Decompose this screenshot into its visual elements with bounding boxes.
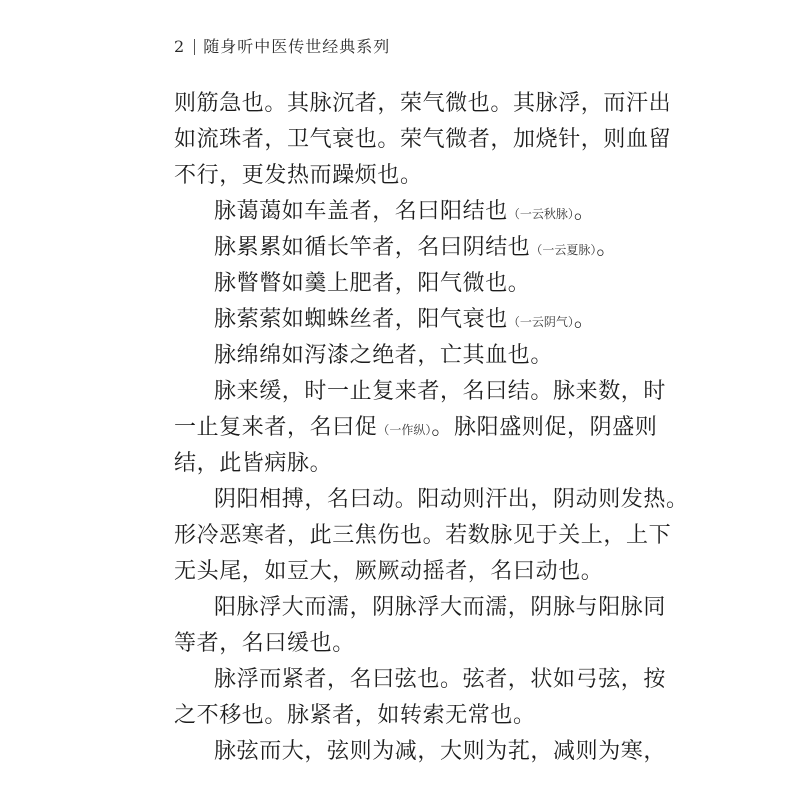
text-line: 脉来缓，时一止复来者，名曰结。脉来数，时 <box>214 379 667 404</box>
text-line: 如流珠者，卫气衰也。荣气微者，加烧针，则血留 <box>174 127 672 152</box>
text-line: 等者，名曰缓也。 <box>174 631 355 656</box>
text-line: 结，此皆病脉。 <box>174 451 333 476</box>
text-line: 脉瞥瞥如羹上肥者，阳气微也。 <box>214 271 531 296</box>
text-line: 脉萦萦如蜘蛛丝者，阳气衰也（一云阴气）。 <box>214 307 597 332</box>
series-title: 随身听中医传世经典系列 <box>203 37 391 56</box>
text-line: 脉弦而大，弦则为减，大则为芤，减则为寒， <box>214 739 667 764</box>
text-line: 无头尾，如豆大，厥厥动摇者，名曰动也。 <box>174 559 604 584</box>
text-line: 则筋急也。其脉沉者，荣气微也。其脉浮，而汗出 <box>174 91 672 116</box>
text-line: 脉浮而紧者，名曰弦也。弦者，状如弓弦，按 <box>214 667 667 692</box>
text-line: 一止复来者，名曰促（一作纵）。脉阳盛则促，阴盛则 <box>174 415 658 440</box>
text-line: 脉蔼蔼如车盖者，名曰阳结也（一云秋脉）。 <box>214 199 597 224</box>
text-line: 阳脉浮大而濡，阴脉浮大而濡，阴脉与阳脉同 <box>214 595 667 620</box>
text-line: 之不移也。脉紧者，如转索无常也。 <box>174 703 536 728</box>
annotation-note: （一作纵） <box>377 423 432 437</box>
text-line: 不行，更发热而躁烦也。 <box>174 163 423 188</box>
text-line: 阴阳相搏，名曰动。阳动则汗出，阴动则发热。 <box>214 487 689 512</box>
page-number: 2 <box>174 37 185 56</box>
header-divider <box>194 39 195 55</box>
text-line: 形冷恶寒者，此三焦伤也。若数脉见于关上，上下 <box>174 523 672 548</box>
body-text <box>174 86 689 770</box>
annotation-note: （一云阴气） <box>507 315 574 329</box>
text-line: 脉绵绵如泻漆之绝者，亡其血也。 <box>214 343 554 368</box>
running-header <box>174 36 390 58</box>
text-line: 脉累累如循长竿者，名曰阴结也（一云夏脉）。 <box>214 235 620 260</box>
annotation-note: （一云秋脉） <box>507 207 574 221</box>
annotation-note: （一云夏脉） <box>530 243 597 257</box>
